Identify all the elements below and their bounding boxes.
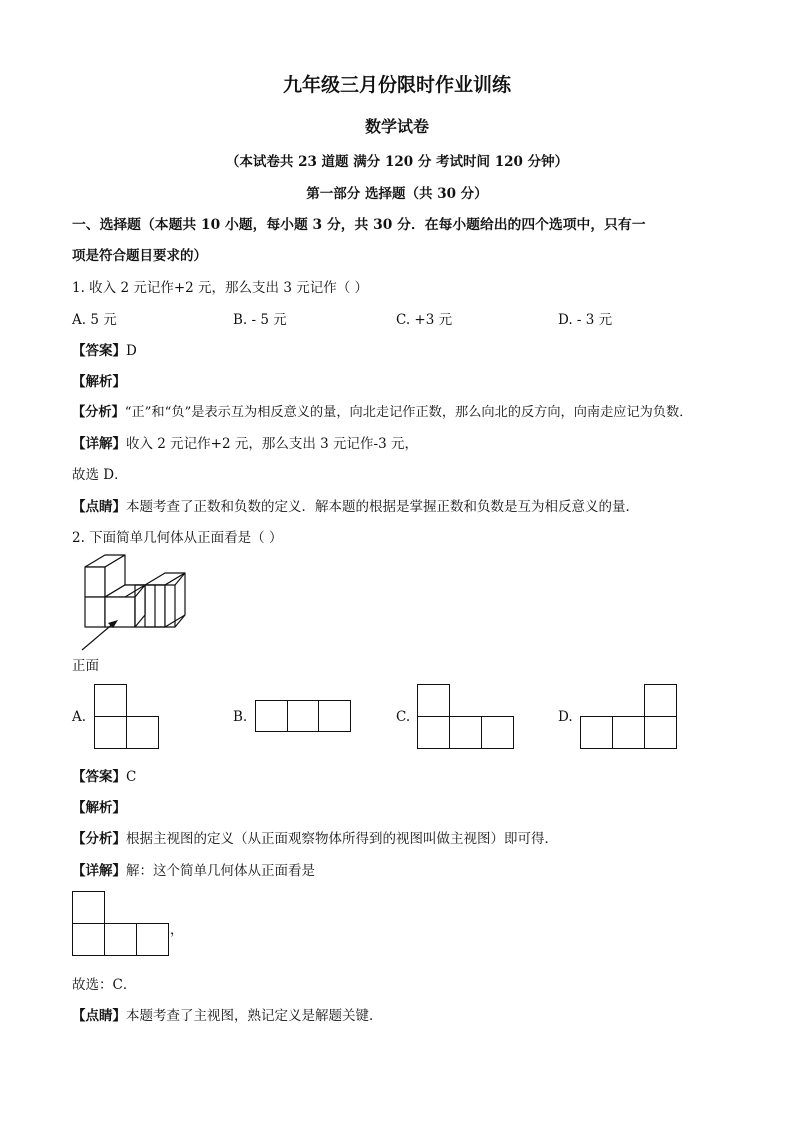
q1-fenxi-tag: 【分析】	[72, 405, 125, 420]
q2-stem: 2. 下面简单几何体从正面看是（ ）	[72, 530, 283, 546]
q1-xiangjie-tag: 【详解】	[72, 436, 126, 452]
section-heading-line1: 一、选择题（本题共 10 小题，每小题 3 分，共 30 分．在每小题给出的四个选项中，只有一	[72, 217, 646, 233]
q2-xiangjie-text: 解：这个简单几何体从正面看是	[126, 863, 315, 879]
q1-answer-tag: 【答案】	[72, 343, 126, 359]
solid-figure	[70, 550, 200, 670]
front-label: 正面	[72, 658, 99, 674]
q1-option-b: B. - 5 元	[233, 312, 287, 328]
q2-option-c-label: C.	[396, 709, 411, 725]
q1-option-c: C. +3 元	[396, 312, 453, 328]
q2-dianjing	[72, 1004, 383, 1024]
q2-answer-value: C	[126, 769, 137, 785]
q1-analysis-tag: 【解析】	[72, 374, 126, 390]
q1-dianjing-text: 本题考查了正数和负数的定义．解本题的根据是掌握正数和负数是互为相反意义的量．	[126, 499, 639, 515]
part-title: 第一部分 选择题（共 30 分）	[306, 186, 488, 202]
q2-analysis-tag: 【解析】	[72, 800, 126, 816]
q1-xiangjie-text: 收入 2 元记作+2 元，那么支出 3 元记作-3 元，	[126, 436, 418, 452]
q1-fenxi	[72, 401, 692, 420]
q2-option-d-label: D.	[558, 709, 573, 725]
subject-title: 数学试卷	[364, 117, 429, 136]
q2-xiangjie	[72, 859, 315, 879]
q1-xiangjie	[72, 432, 418, 452]
q2-xiangjie-tag: 【详解】	[72, 863, 126, 879]
q2-option-b-label: B.	[233, 709, 248, 725]
q2-answer	[72, 765, 136, 785]
q1-dianjing-tag: 【点睛】	[72, 499, 126, 515]
q1-choose: 故选 D．	[72, 467, 128, 483]
q2-option-a-label: A.	[72, 709, 87, 725]
q1-stem: 1. 收入 2 元记作+2 元，那么支出 3 元记作（ ）	[72, 280, 368, 296]
page-title: 九年级三月份限时作业训练	[282, 74, 511, 96]
q2-fenxi-text: 根据主视图的定义（从正面观察物体所得到的视图叫做主视图）即可得．	[126, 831, 558, 847]
q1-fenxi-text: “正”和“负”是表示互为相反意义的量，向北走记作正数，那么向北的反方向，向南走应记为负数．	[124, 405, 693, 420]
q2-answer-tag: 【答案】	[72, 769, 126, 785]
q1-answer	[72, 339, 137, 359]
q1-option-a: A. 5 元	[72, 312, 117, 328]
q1-dianjing	[72, 495, 639, 515]
q1-option-d: D. - 3 元	[558, 312, 613, 328]
q2-solution-comma: ，	[170, 922, 184, 938]
q2-fenxi	[72, 827, 558, 847]
q2-fenxi-tag: 【分析】	[72, 831, 126, 847]
exam-info: （本试卷共 23 道题 满分 120 分 考试时间 120 分钟）	[225, 154, 569, 170]
q2-dianjing-text: 本题考查了主视图，熟记定义是解题关键．	[126, 1008, 383, 1024]
q1-answer-value: D	[126, 343, 137, 359]
q2-dianjing-tag: 【点睛】	[72, 1008, 126, 1024]
q2-choose: 故选：C．	[72, 977, 137, 993]
section-heading-line2: 项是符合题目要求的）	[72, 248, 207, 264]
